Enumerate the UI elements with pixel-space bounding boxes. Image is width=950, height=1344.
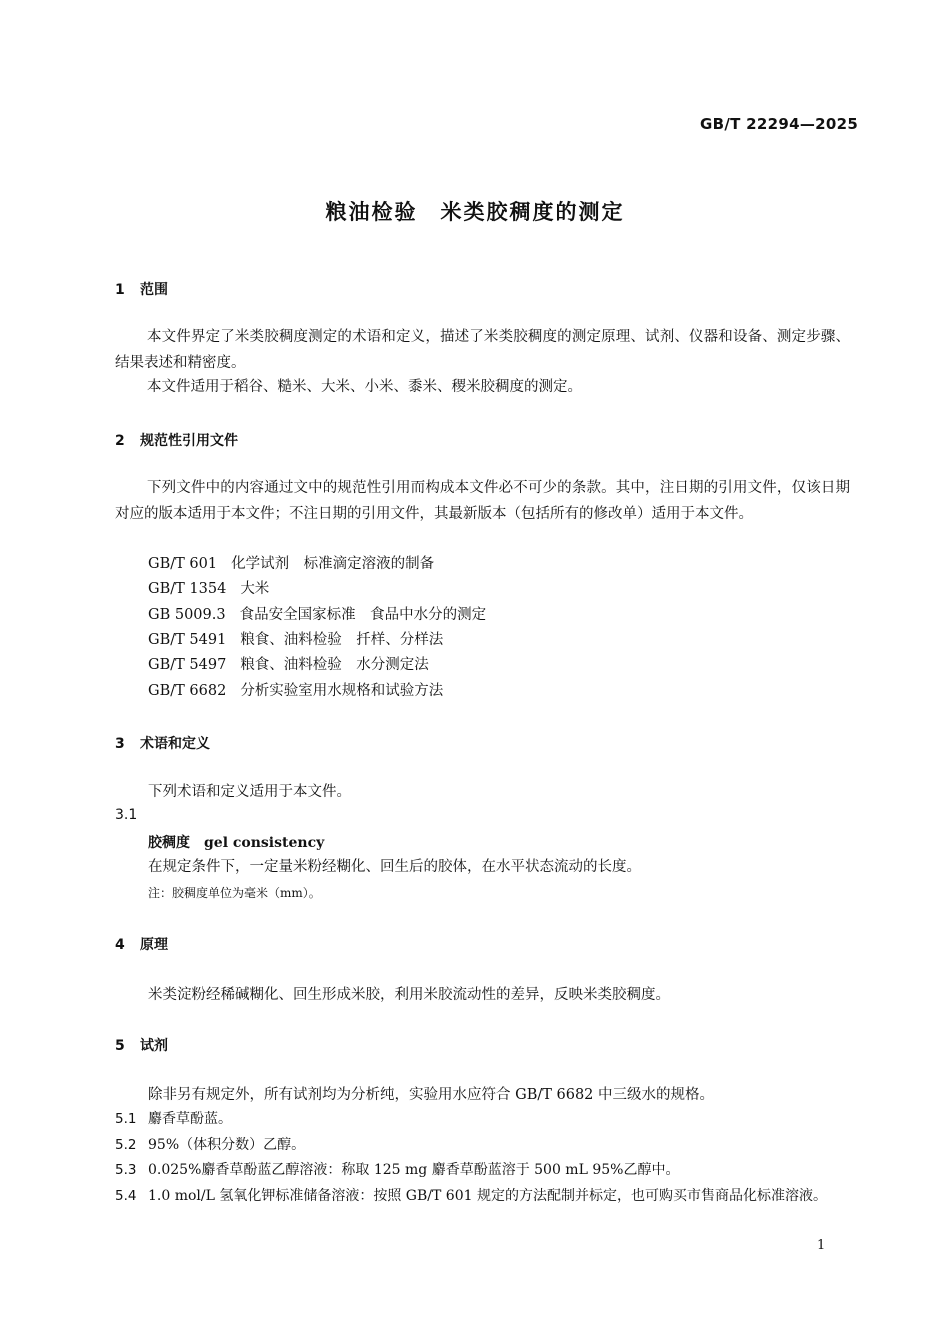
reagent-item <box>115 1108 232 1128</box>
section-number: 5 <box>115 1038 125 1054</box>
section-5-heading <box>115 1035 168 1055</box>
section-2-paragraph-1: 下列文件中的内容通过文中的规范性引用而构成本文件必不可少的条款。其中，注日期的引用文件，仅该日期对应的版本适用于本文件；不注日期的引用文件，其最新版本（包括所有的修改单）适用于本文件。 <box>115 480 850 522</box>
reagent-item <box>115 1159 679 1179</box>
section-3-heading <box>115 733 210 753</box>
subclause-number: 3.1 <box>115 807 138 823</box>
note: 注：胶稠度单位为毫米（mm）。 <box>148 886 321 900</box>
section-5-paragraph-1: 除非另有规定外，所有试剂均为分析纯，实验用水应符合 GB/T 6682 中三级水的规格。 <box>148 1087 715 1103</box>
reference-name: 粮食、油料检验 扦样、分样法 <box>240 632 444 648</box>
page-number: 1 <box>817 1238 826 1253</box>
reference-code: GB 5009.3 <box>148 607 226 623</box>
term-definition: 在规定条件下，一定量米粉经糊化、回生后的胶体，在水平状态流动的长度。 <box>148 859 641 875</box>
reference-code: GB/T 5497 <box>148 657 227 673</box>
section-1-heading <box>115 279 168 299</box>
reagent-text: 0.025%麝香草酚蓝乙醇溶液：称取 125 mg 麝香草酚蓝溶于 500 mL 95%乙醇中。 <box>148 1162 680 1178</box>
reference-item <box>148 552 434 573</box>
reference-name: 大米 <box>240 581 270 597</box>
section-number: 4 <box>115 937 125 953</box>
section-title: 术语和定义 <box>140 736 210 752</box>
reference-name: 分析实验室用水规格和试验方法 <box>240 683 444 699</box>
section-title: 试剂 <box>140 1038 168 1054</box>
page-title: 粮油检验 米类胶稠度的测定 <box>325 200 625 224</box>
section-number: 1 <box>115 282 125 298</box>
section-title: 范围 <box>140 282 168 298</box>
reference-item <box>148 679 443 700</box>
section-4-heading <box>115 934 168 954</box>
reagent-text: 麝香草酚蓝。 <box>148 1111 232 1127</box>
reagent-text: 1.0 mol/L 氢氧化钾标准储备溶液：按照 GB/T 601 规定的方法配制并标定，也可购买市售商品化标准溶液。 <box>148 1188 827 1204</box>
reagent-item <box>115 1134 305 1154</box>
section-4-paragraph-1: 米类淀粉经稀碱糊化、回生形成米胶，利用米胶流动性的差异，反映米类胶稠度。 <box>148 987 670 1003</box>
reagent-number: 5.1 <box>115 1111 137 1127</box>
reference-item <box>148 628 443 649</box>
reference-item <box>148 653 429 674</box>
reagent-number: 5.3 <box>115 1162 137 1178</box>
section-title: 规范性引用文件 <box>140 433 238 449</box>
section-2-heading <box>115 430 238 450</box>
reference-item <box>148 577 269 598</box>
section-1-paragraph-2: 本文件适用于稻谷、糙米、大米、小米、黍米、稷米胶稠度的测定。 <box>147 379 582 395</box>
section-1-paragraph-1: 本文件界定了米类胶稠度测定的术语和定义，描述了米类胶稠度的测定原理、试剂、仪器和设备、测定步骤、结果表述和精密度。 <box>115 329 850 371</box>
reference-code: GB/T 6682 <box>148 683 227 699</box>
reference-item <box>148 603 486 624</box>
reagent-item <box>115 1184 850 1210</box>
reagent-number: 5.2 <box>115 1137 137 1153</box>
reference-name: 化学试剂 标准滴定溶液的制备 <box>231 556 435 572</box>
document-id: GB/T 22294—2025 <box>700 115 859 133</box>
section-title: 原理 <box>140 937 168 953</box>
section-3-paragraph-1: 下列术语和定义适用于本文件。 <box>148 784 351 800</box>
reference-code: GB/T 5491 <box>148 632 227 648</box>
reference-code: GB/T 601 <box>148 556 218 572</box>
section-number: 2 <box>115 433 125 449</box>
section-number: 3 <box>115 736 125 752</box>
reference-name: 食品安全国家标准 食品中水分的测定 <box>239 607 487 623</box>
reagent-text: 95%（体积分数）乙醇。 <box>148 1137 306 1153</box>
reference-code: GB/T 1354 <box>148 581 227 597</box>
term-entry: 胶稠度 gel consistency <box>148 835 325 851</box>
reagent-number: 5.4 <box>115 1188 137 1204</box>
reference-name: 粮食、油料检验 水分测定法 <box>240 657 429 673</box>
